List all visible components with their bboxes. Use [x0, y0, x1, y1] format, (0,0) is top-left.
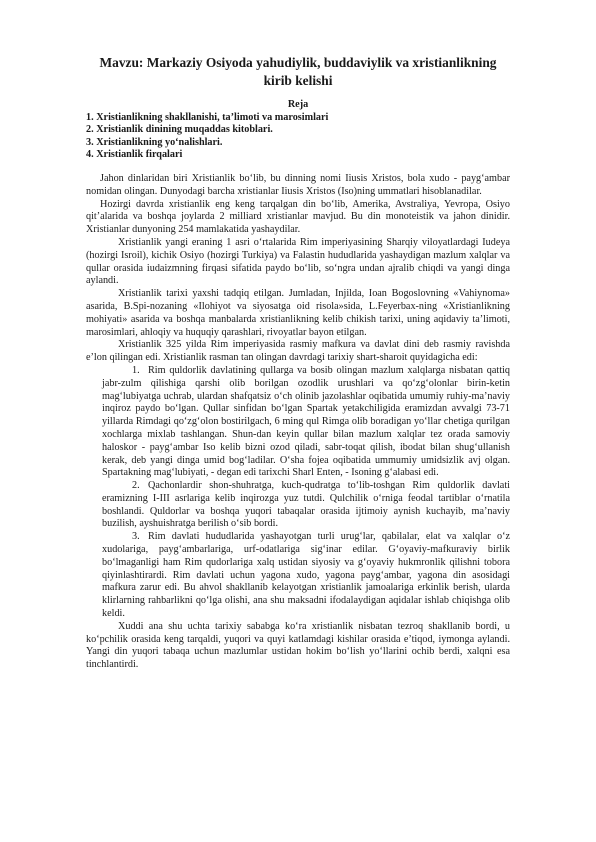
numbered-list — [86, 365, 510, 621]
document-title: Mavzu: Markaziy Osiyoda yahudiylik, buddaviylik va xristianlikning kirib kelishi — [99, 55, 497, 88]
body-paragraph: Xristianlik yangi eraning 1 asri o‘rtalarida Rim imperiyasining Sharqiy viloyatlardagi Iudeya (hozirgi Isroil), kichik Osiyo (hozirgi Turkiya) va Falastin hududlarida yashaydigan mazlum xalqlar va qullar orasida iudaizmning firqasi sifatida paydo bo‘lib, so‘ngra undan ajralib chiqdi va yangi dinga aylandi. — [86, 236, 510, 287]
numbered-item — [102, 480, 510, 531]
plan-heading: Reja — [287, 99, 309, 110]
body-paragraph: Xristianlik tarixi yaxshi tadqiq etilgan. Jumladan, Injilda, Ioan Bogoslovning «Vahiynoma» asarida, B.Spi-nozaning «Ilohiyot va siyosatga oid risola»sida, L.Feyerbax-ning «Xristianlikning mohiyati» asarida va boshqa manbalarda xristianlikning kelib chikish tarixi, uning aqidaviy ta’limoti, marosimlari, ahloqiy va huquqiy qarashlari, rivoyatlar bayon etilgan. — [86, 288, 510, 338]
plan-item: 4. Xristianlik firqalari — [86, 149, 183, 161]
item-text: Rim quldorlik davlatining qullarga va bosib olingan mazlum xalqlarga nisbatan qattiq jabr-zulm qilishiga qarshi olib borilgan ozodlik urushlari va qo‘zg‘olonlar birin-ketin mag‘lubiyatga uchrab, ulardan shafqatsiz o‘ch olinib jazolashlar oqibatida umumiy ruhiy-ma’naviy inqiroz paydo bo‘lgan. Qullar sinfidan bo‘lgan Spartak yetakchiligida eramizdan avvalgi 73-71 yillarda Rimdagi qo‘zg‘olon bostirilgach, 6 ming qul Rimga olib boradigan yo‘llar chetiga qurilgan xochlarga mixlab tashlangan. Shun-dan keyin qullar bilan mazlum xalqlar tez orada samoviy haloskor - payg‘ambar Iso kelib bizni ozod qiladi, sabr-toqat qilish, ibodat bilan shug‘ullanish kerak, deb yangi dinga umid bog‘ladilar. O‘sha fojea oqibatida ummumiy umidsizlik avj olgan. Spartakning mag‘lubiyati, - degan edi tarixchi Sharl Enten, - Isoning g‘alabasi edi. — [102, 364, 510, 479]
item-number: 3. — [132, 531, 140, 543]
plan-item: 3. Xristianlikning yo‘nalishlari. — [86, 136, 223, 148]
numbered-item — [102, 531, 510, 621]
body-paragraph: Jahon dinlaridan biri Xristianlik bo‘lib, bu dinning nomi Iiusis Xristos, bola xudo - payg‘ambar nomidan olingan. Dunyodagi barcha xristianlar Iiusis Xristos (Iso)ning ummatlari hisoblanadilar. — [86, 172, 510, 197]
item-text: Qachonlardir shon-shuhratga, kuch-qudratga to‘lib-toshgan Rim quldorlik davlati eramizning I-III asrlariga kelib inqirozga yuz tutdi. Qulchilik o‘rniga feodal tartiblar o‘rnatila boshlandi. Quldorlar va boshqa yuqori tabaqalar orasida ijtimoiy aynish kuchayib, ma’naviy buzilish, ayshuishratga berilish o‘sib bordi. — [102, 480, 510, 530]
closing-paragraph: Xuddi ana shu uchta tarixiy sababga ko‘ra xristianlik nisbatan tezroq shakllanib bordi, u ko‘pchilik orasida keng tarqaldi, yuqori va quyi katlamdagi kishilar orasida e’tiqod, iymonga aylandi. Yangi din yuqori tabaqa uchun mazlumlar ustidan hokim bo‘lish yo‘llarini ochib berdi, xalqni esa tinchlantirdi. — [86, 620, 510, 671]
item-number: 1. — [132, 364, 140, 376]
item-text: Rim davlati hududlarida yashayotgan turli urug‘lar, qabilalar, elat va xalqlar o‘z xudolariga, payg‘ambarlariga, urf-odatlariga sig‘inar edilar. G‘oyaviy-mafkuraviy birlik bo‘lmaganligi ham Rim qudorlariga xalq ustidan siyosiy va g‘oyaviy hukmronlik qilishni tobora qiyinlashtirardi. Rim davlati uchun yagona xudo, yagona payg‘ambar, yagona din asosidagi mafkura zarur edi. Bu ahvol shakllanib kelayotgan xristianlik jamoalariga erkinlik berish, ularda klirlarning rahbarlikni qo‘lga olishi, ana shu maksadni ifodalaydigan aqidalar ishlab chiqishga olib keldi. — [102, 531, 510, 620]
plan-item: 2. Xristianlik dinining muqaddas kitoblari. — [86, 124, 273, 136]
body-paragraph: Hozirgi davrda xristianlik eng keng tarqalgan din bo‘lib, Amerika, Avstraliya, Yevropa, Osiyo qit’alarida va boshqa joylarda 2 milliard xristianlar mavjud. Bu din monoteistik va jahon dinidir. Xristianlar dunyoning 254 mamlakatida yashaydilar. — [86, 198, 510, 236]
item-number: 2. — [132, 480, 140, 492]
plan-list — [86, 112, 510, 162]
numbered-item — [102, 365, 510, 480]
plan-item: 1. Xristianlikning shakllanishi, ta’limoti va marosimlari — [86, 111, 329, 123]
document-page — [86, 54, 510, 672]
body-paragraph: Xristianlik 325 yilda Rim imperiyasida rasmiy mafkura va davlat dini deb rasmiy ravishda e’lon qilingan edi. Xristianlik rasman tan olingan davrdagi tarixiy shart-sharoit quyidagicha edi: — [86, 339, 510, 364]
